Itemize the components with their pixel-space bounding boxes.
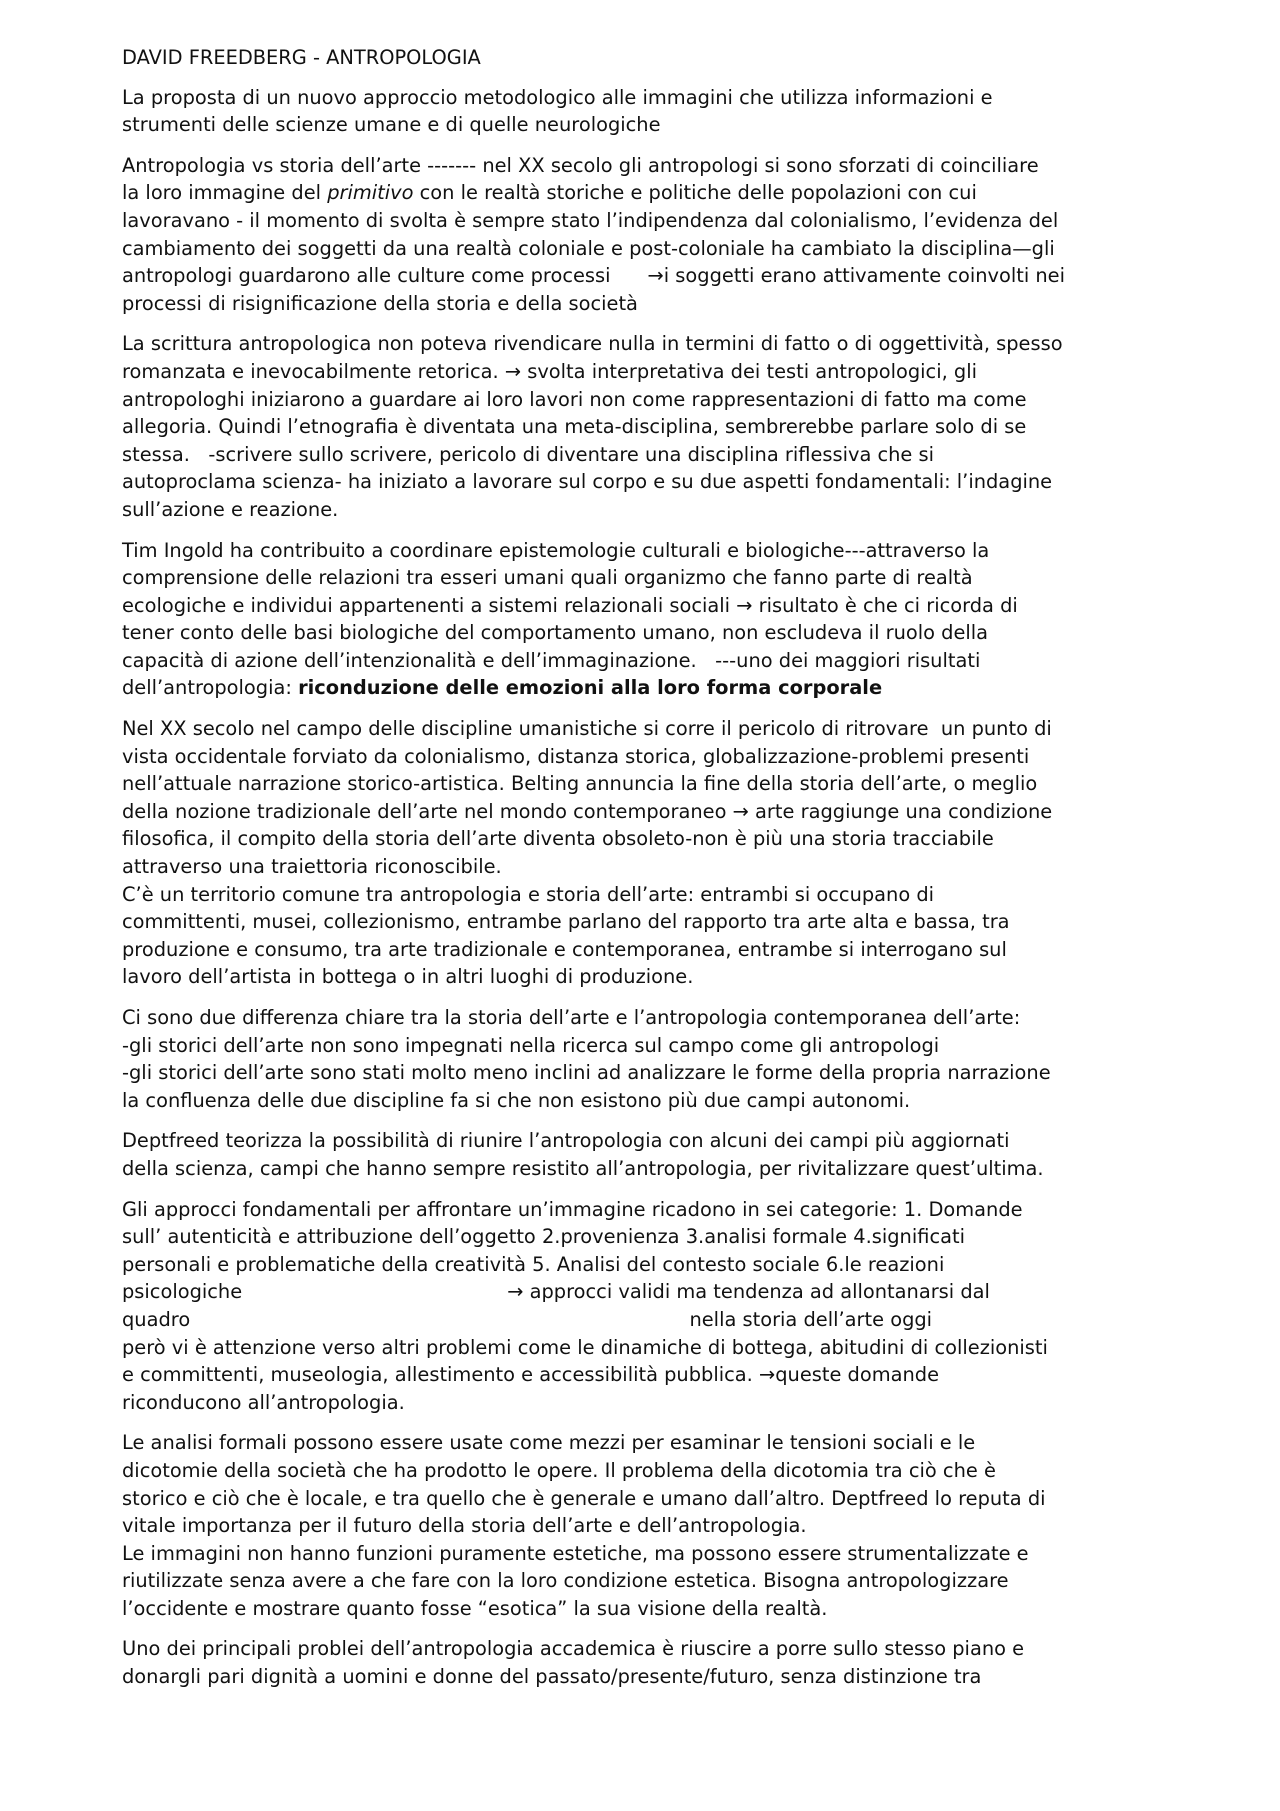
paragraph-intro xyxy=(122,84,1182,139)
text-line: Uno dei principali problei dell’antropologia accademica è riuscire a porre sullo stesso piano e xyxy=(122,1637,1025,1661)
text-line: sull’azione e reazione. xyxy=(122,497,339,521)
text-line: Tim Ingold ha contribuito a coordinare epistemologie culturali e biologiche---attraverso la xyxy=(122,538,990,562)
text-line: Gli approcci fondamentali per affrontare un’immagine ricadono in sei categorie: 1. Domande xyxy=(122,1197,1023,1221)
text-line xyxy=(122,179,1182,207)
text-line: Le immagini non hanno funzioni puramente estetiche, ma possono essere strumentalizzate e xyxy=(122,1541,1029,1565)
text-segment: la loro immagine del xyxy=(122,181,328,205)
text-line: -gli storici dell’arte non sono impegnati nella ricerca sul campo come gli antropologi xyxy=(122,1033,940,1057)
text-line: -gli storici dell’arte sono stati molto meno inclini ad analizzare le forme della propria narrazione xyxy=(122,1061,1051,1085)
paragraph-two-differences xyxy=(122,1004,1182,1114)
text-line: la confluenza delle due discipline fa si che non esistono più due campi autonomi. xyxy=(122,1088,911,1112)
text-line: nell’attuale narrazione storico-artistica. Belting annuncia la fine della storia dell’arte, o meglio xyxy=(122,772,1038,796)
paragraph-academic-problems xyxy=(122,1635,1182,1690)
text-line: tener conto delle basi biologiche del comportamento umano, non escludeva il ruolo della xyxy=(122,621,989,645)
text-line: ecologiche e individui appartenenti a sistemi relazionali sociali → risultato è che ci ricorda di xyxy=(122,593,1018,617)
text-line: della nozione tradizionale dell’arte nel mondo contemporaneo → arte raggiunge una condizione xyxy=(122,799,1053,823)
text-segment: con le realtà storiche e politiche delle popolazioni con cui xyxy=(413,181,977,205)
text-line: sull’ autenticità e attribuzione dell’oggetto 2.provenienza 3.analisi formale 4.significati xyxy=(122,1225,965,1249)
text-line: Le analisi formali possono essere usate come mezzi per esaminar le tensioni sociali e le xyxy=(122,1431,976,1455)
italic-term-primitivo: primitivo xyxy=(327,181,414,205)
text-line: strumenti delle scienze umane e di quelle neurologiche xyxy=(122,113,661,137)
text-line: cambiamento dei soggetti da una realtà coloniale e post-coloniale ha cambiato la disciplina—gli xyxy=(122,236,1055,260)
text-line: e committenti, museologia, allestimento e accessibilità pubblica. →queste domande xyxy=(122,1363,940,1387)
text-line: l’occidente e mostrare quanto fosse “esotica” la sua visione della realtà. xyxy=(122,1596,828,1620)
text-line xyxy=(122,674,1182,702)
text-line: antropologi guardarono alle culture come processi →i soggetti erano attivamente coinvolti nei xyxy=(122,264,1066,288)
text-line: antropologhi iniziarono a guardare ai loro lavori non come rappresentazioni di fatto ma come xyxy=(122,387,1027,411)
text-line: processi di risignificazione della storia e della società xyxy=(122,291,638,315)
text-line: però vi è attenzione verso altri problemi come le dinamiche di bottega, abitudini di collezionisti xyxy=(122,1335,1048,1359)
text-line: capacità di azione dell’intenzionalità e dell’immaginazione. ---uno dei maggiori risultati xyxy=(122,648,981,672)
paragraph-formal-analysis xyxy=(122,1429,1182,1622)
document-title: DAVID FREEDBERG - ANTROPOLOGIA xyxy=(122,46,481,69)
text-line: quadro nella storia dell’arte oggi xyxy=(122,1307,933,1331)
text-line: riconducono all’antropologia. xyxy=(122,1390,405,1414)
text-line: La proposta di un nuovo approccio metodologico alle immagini che utilizza informazioni e xyxy=(122,85,993,109)
text-line: La scrittura antropologica non poteva rivendicare nulla in termini di fatto o di oggettività, spesso xyxy=(122,332,1063,356)
paragraph-anthropology-vs-art-history xyxy=(122,152,1182,318)
text-line: lavoro dell’artista in bottega o in altri luoghi di produzione. xyxy=(122,965,694,989)
text-line: Antropologia vs storia dell’arte ------- nel XX secolo gli antropologi si sono sforzati di coinciliare xyxy=(122,153,1039,177)
paragraph-deptfreed-theory xyxy=(122,1127,1182,1182)
text-line: Ci sono due differenza chiare tra la storia dell’arte e l’antropologia contemporanea dell’arte: xyxy=(122,1006,1021,1029)
text-line: dicotomie della società che ha prodotto le opere. Il problema della dicotomia tra ciò che è xyxy=(122,1458,996,1482)
text-line: committenti, musei, collezionismo, entrambe parlano del rapporto tra arte alta e bassa, tra xyxy=(122,910,1010,934)
paragraph-tim-ingold xyxy=(122,537,1182,703)
text-line: storico e ciò che è locale, e tra quello che è generale e umano dall’altro. Deptfreed lo reputa di xyxy=(122,1486,1046,1510)
paragraph-anthropological-writing xyxy=(122,330,1182,523)
text-line: stessa. -scrivere sullo scrivere, pericolo di diventare una disciplina riflessiva che si xyxy=(122,442,935,466)
text-line: psicologiche → approcci validi ma tendenza ad allontanarsi dal xyxy=(122,1280,990,1304)
text-line: lavoravano - il momento di svolta è sempre stato l’indipendenza dal colonialismo, l’evidenza del xyxy=(122,208,1059,232)
text-line: vista occidentale forviato da colonialismo, distanza storica, globalizzazione-problemi presenti xyxy=(122,744,1030,768)
text-line: della scienza, campi che hanno sempre resistito all’antropologia, per rivitalizzare quest’ultima. xyxy=(122,1156,1044,1180)
text-line: vitale importanza per il futuro della storia dell’arte e dell’antropologia. xyxy=(122,1514,807,1538)
text-line: autoproclama scienza- ha iniziato a lavorare sul corpo e su due aspetti fondamentali: l’indagine xyxy=(122,470,1053,494)
text-segment: dell’antropologia: xyxy=(122,676,299,700)
text-line: Deptfreed teorizza la possibilità di riunire l’antropologia con alcuni dei campi più aggiornati xyxy=(122,1129,1010,1153)
text-line: attraverso una traiettoria riconoscibile. xyxy=(122,855,502,879)
paragraph-xx-century xyxy=(122,715,1182,991)
text-line: C’è un territorio comune tra antropologia e storia dell’arte: entrambi si occupano di xyxy=(122,882,935,906)
text-line: Nel XX secolo nel campo delle discipline umanistiche si corre il pericolo di ritrovare un punto di xyxy=(122,717,1052,741)
text-line: donargli pari dignità a uomini e donne del passato/presente/futuro, senza distinzione tra xyxy=(122,1665,982,1689)
text-line: riutilizzate senza avere a che fare con la loro condizione estetica. Bisogna antropologizzare xyxy=(122,1569,1009,1593)
text-line: romanzata e inevocabilmente retorica. → svolta interpretativa dei testi antropologici, gli xyxy=(122,359,978,383)
text-line: produzione e consumo, tra arte tradizionale e contemporanea, entrambe si interrogano sul xyxy=(122,937,1007,961)
text-line: personali e problematiche della creatività 5. Analisi del contesto sociale 6.le reazioni xyxy=(122,1252,945,1276)
text-line: allegoria. Quindi l’etnografia è diventata una meta-disciplina, sembrerebbe parlare solo di se xyxy=(122,415,1027,439)
paragraph-approaches xyxy=(122,1196,1182,1417)
document-page xyxy=(122,44,1182,1704)
bold-key-result: riconduzione delle emozioni alla loro forma corporale xyxy=(298,676,883,700)
text-line: comprensione delle relazioni tra esseri umani quali organizmo che fanno parte di realtà xyxy=(122,566,973,590)
text-line: filosofica, il compito della storia dell’arte diventa obsoleto-non è più una storia tracciabile xyxy=(122,827,994,851)
